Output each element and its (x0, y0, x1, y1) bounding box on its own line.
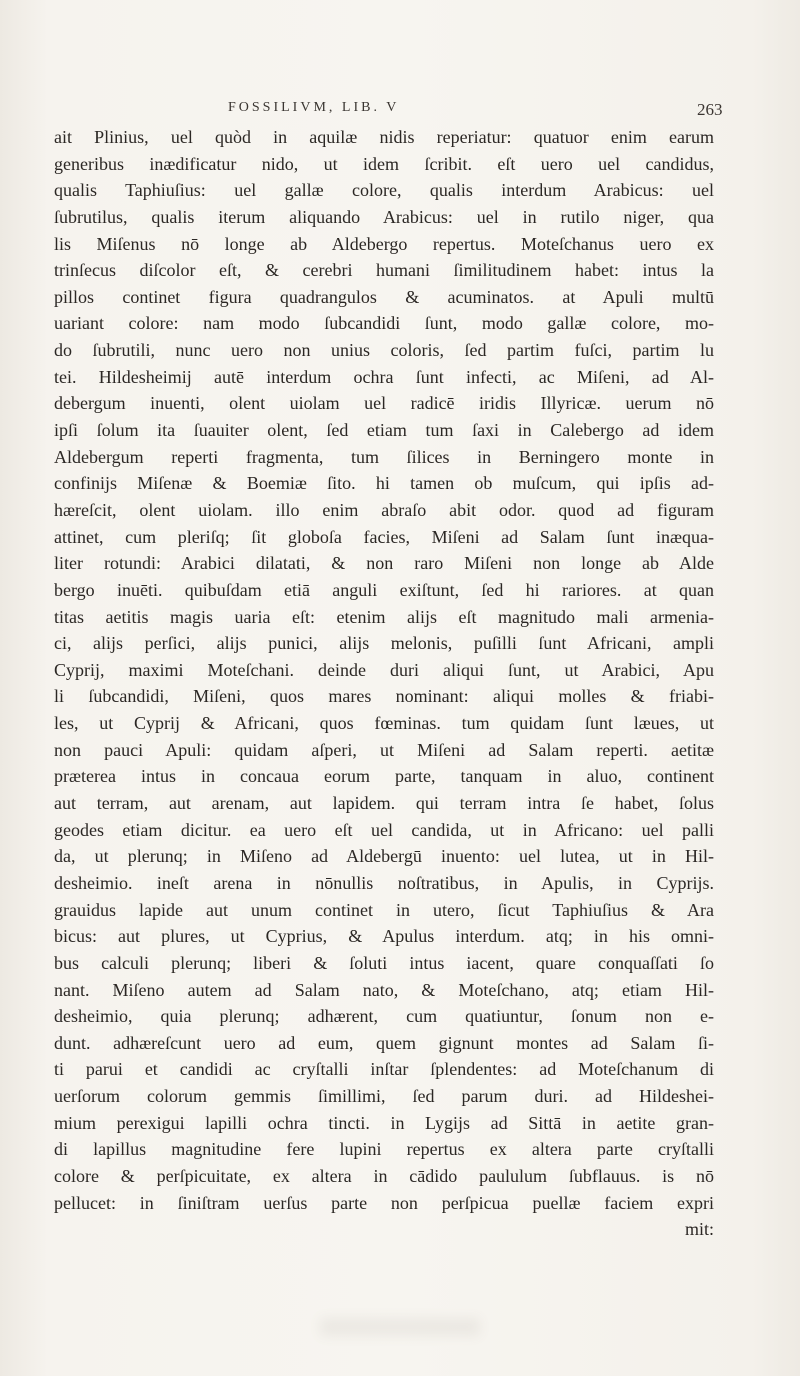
text-line: mium perexigui lapilli ochra tincti. in Lygijs ad Sittā in aetite gran- (54, 1112, 714, 1133)
text-line: colore & perſpicuitate, ex altera in cādido paululum ſubflauus. is nō (54, 1165, 714, 1186)
text-line: geodes etiam dicitur. ea uero eſt uel candida, ut in Africano: uel palli (54, 819, 714, 840)
text-line: ſubrutilus, qualis iterum aliquando Arabicus: uel in rutilo niger, qua (54, 206, 714, 227)
text-line: tei. Hildesheimij autē interdum ochra ſunt infecti, ac Miſeni, ad Al- (54, 366, 714, 387)
body-text (54, 124, 714, 1243)
text-line: præterea intus in concaua eorum parte, tanquam in aluo, continent (54, 766, 714, 787)
ink-smudge (320, 1318, 480, 1336)
page-number: 263 (697, 100, 723, 119)
text-line: do ſubrutili, nunc uero non unius coloris, ſed partim fuſci, partim lu (54, 340, 714, 361)
text-line: grauidus lapide aut unum continet in utero, ſicut Taphiuſius & Ara (54, 899, 714, 920)
text-line: di lapillus magnitudine fere lupini repertus ex altera parte cryſtalli (54, 1139, 714, 1160)
catchword: mit: (684, 1219, 714, 1240)
text-line: ci, alijs perſici, alijs punici, alijs melonis, puſilli ſunt Africani, ampli (54, 633, 714, 654)
text-line: liter rotundi: Arabici dilatati, & non raro Miſeni non longe ab Alde (54, 553, 714, 574)
text-line: titas aetitis magis uaria eſt: etenim alijs eſt magnitudo mali armenia- (54, 606, 714, 627)
text-line: ait Plinius, uel quòd in aquilæ nidis reperiatur: quatuor enim earum (54, 127, 714, 147)
text-line: nant. Miſeno autem ad Salam nato, & Moteſchano, atq; etiam Hil- (54, 979, 714, 1000)
text-line: hæreſcit, olent uiolam. illo enim abraſo abit odor. quod ad figuram (54, 499, 714, 520)
text-line: lis Miſenus nō longe ab Aldebergo repertus. Moteſchanus uero ex (54, 233, 714, 254)
text-line: non pauci Apuli: quidam aſperi, ut Miſeni ad Salam reperti. aetitæ (54, 739, 714, 760)
text-line: qualis Taphiuſius: uel gallæ colore, qualis interdum Arabicus: uel (54, 180, 714, 201)
text-line: trinſecus diſcolor eſt, & cerebri humani ſimilitudinem habet: intus la (54, 260, 714, 281)
text-line: desheimio. ineſt arena in nōnullis noſtratibus, in Apulis, in Cyprijs. (54, 872, 714, 893)
text-line: les, ut Cyprij & Africani, quos fœminas. tum quidam ſunt læues, ut (54, 713, 714, 734)
running-head (0, 100, 800, 124)
text-line: generibus inædificatur nido, ut idem ſcribit. eſt uero uel candidus, (54, 153, 714, 174)
text-line: pellucet: in ſiniſtram uerſus parte non perſpicua puellæ faciem expri (54, 1192, 714, 1213)
text-line: Aldebergum reperti fragmenta, tum ſilices in Berningero monte in (54, 446, 714, 467)
text-line: desheimio, quia plerunq; adhærent, cum quatiuntur, ſonum non e- (54, 1006, 714, 1027)
text-line: bicus: aut plures, ut Cyprius, & Apulus interdum. atq; in his omni- (54, 926, 714, 947)
text-line: bergo inuēti. quibuſdam etiā anguli exiſtunt, ſed hi rariores. at quan (54, 579, 714, 600)
text-line: li ſubcandidi, Miſeni, quos mares nominant: aliqui molles & friabi- (54, 686, 714, 707)
text-line: dunt. adhæreſcunt uero ad eum, quem gignunt montes ad Salam ſi- (54, 1032, 714, 1053)
text-line: bus calculi plerunq; liberi & ſoluti intus iacent, quare conquaſſati ſo (54, 952, 714, 973)
text-line: ti parui et candidi ac cryſtalli inſtar ſplendentes: ad Moteſchanum di (54, 1059, 714, 1080)
text-line: aut terram, aut arenam, aut lapidem. qui terram intra ſe habet, ſolus (54, 793, 714, 814)
text-line: uariant colore: nam modo ſubcandidi ſunt, modo gallæ colore, mo- (54, 313, 714, 334)
text-line: debergum inuenti, olent uiolam uel radicē iridis Illyricæ. uerum nō (54, 393, 714, 414)
text-line: confinijs Miſenæ & Boemiæ ſito. hi tamen ob muſcum, qui ipſis ad- (54, 473, 714, 494)
text-line: da, ut plerunq; in Miſeno ad Aldebergū inuento: uel lutea, ut in Hil- (54, 846, 714, 867)
text-line: attinet, cum pleriſq; ſit globoſa facies, Miſeni ad Salam ſunt inæqua- (54, 526, 714, 547)
text-line: pillos continet figura quadrangulos & acuminatos. at Apuli multū (54, 286, 714, 307)
running-title: FOSSILIVM, LIB. V (228, 100, 400, 115)
text-line: ipſi ſolum ita ſuauiter olent, ſed etiam tum ſaxi in Calebergo ad idem (54, 420, 714, 441)
text-line: Cyprij, maximi Moteſchani. deinde duri aliqui ſunt, ut Arabici, Apu (54, 659, 714, 680)
text-line: uerſorum colorum gemmis ſimillimi, ſed parum duri. ad Hildeshei- (54, 1086, 714, 1107)
